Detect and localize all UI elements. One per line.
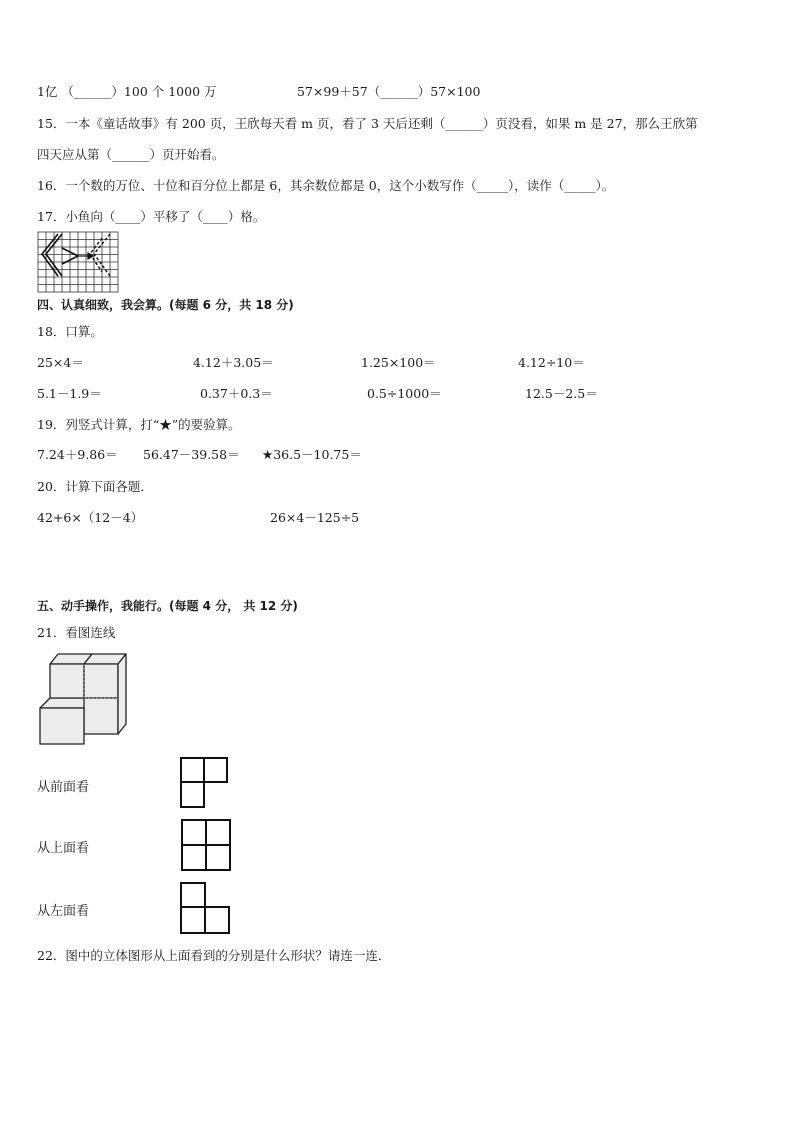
q21-title: 21．看图连线 [37,625,116,640]
section4-heading: 四、认真细致，我会算。(每题 6 分，共 18 分) [37,298,294,312]
view-label-left: 从左面看 [37,904,90,919]
q19-item: ★36.5－10.75＝ [262,447,362,462]
fish-grid-figure [38,232,118,292]
translation-arrow [76,253,93,259]
q20-items [0,510,794,526]
q18-item: 4.12＋3.05＝ [193,355,274,370]
q14-left: 1亿 （______）100 个 1000 万 [37,84,217,99]
q18-item: 0.5÷1000＝ [367,386,442,401]
q16-text: 16．一个数的万位、十位和百分位上都是 6，其余数位都是 0，这个小数写作（_____），读作（_____）。 [37,178,615,193]
view-shape-1 [180,757,228,809]
q18-item: 5.1－1.9＝ [37,386,102,401]
q20-item: 26×4－125÷5 [270,510,360,525]
q18-item: 12.5－2.5＝ [525,386,598,401]
cube-stack-figure [38,652,130,748]
view-label-front: 从前面看 [37,780,90,795]
q18-item: 25×4＝ [37,355,84,370]
section5-heading: 五、动手操作，我能行。(每题 4 分， 共 12 分) [37,599,298,613]
q18-row2 [0,386,794,402]
q17-text: 17．小鱼向（____）平移了（____）格。 [37,209,266,224]
q20-title: 20．计算下面各题． [37,479,153,494]
q19-items [0,447,794,463]
q18-item: 1.25×100＝ [361,355,436,370]
q15-line2: 四天应从第（______）页开始看。 [37,147,225,162]
q19-item: 56.47－39.58＝ [143,447,240,462]
q22-text: 22．图中的立体图形从上面看到的分别是什么形状？请连一连． [37,948,391,963]
q19-title: 19．列竖式计算，打“★”的要验算。 [37,417,241,432]
q14-right: 57×99＋57（______）57×100 [297,84,481,99]
view-label-top: 从上面看 [37,841,90,856]
q18-item: 4.12÷10＝ [518,355,585,370]
view-shape-3 [180,882,230,934]
q18-row1 [0,355,794,371]
q20-item: 42+6×（12－4） [37,510,144,525]
q15-line1: 15．一本《童话故事》有 200 页，王欣每天看 m 页，看了 3 天后还剩（______）页没看，如果 m 是 27，那么王欣第 [37,116,698,131]
view-shape-2 [181,819,231,871]
q18-title: 18．口算。 [37,324,103,339]
q19-item: 7.24＋9.86＝ [37,447,118,462]
q18-item: 0.37＋0.3＝ [200,386,273,401]
